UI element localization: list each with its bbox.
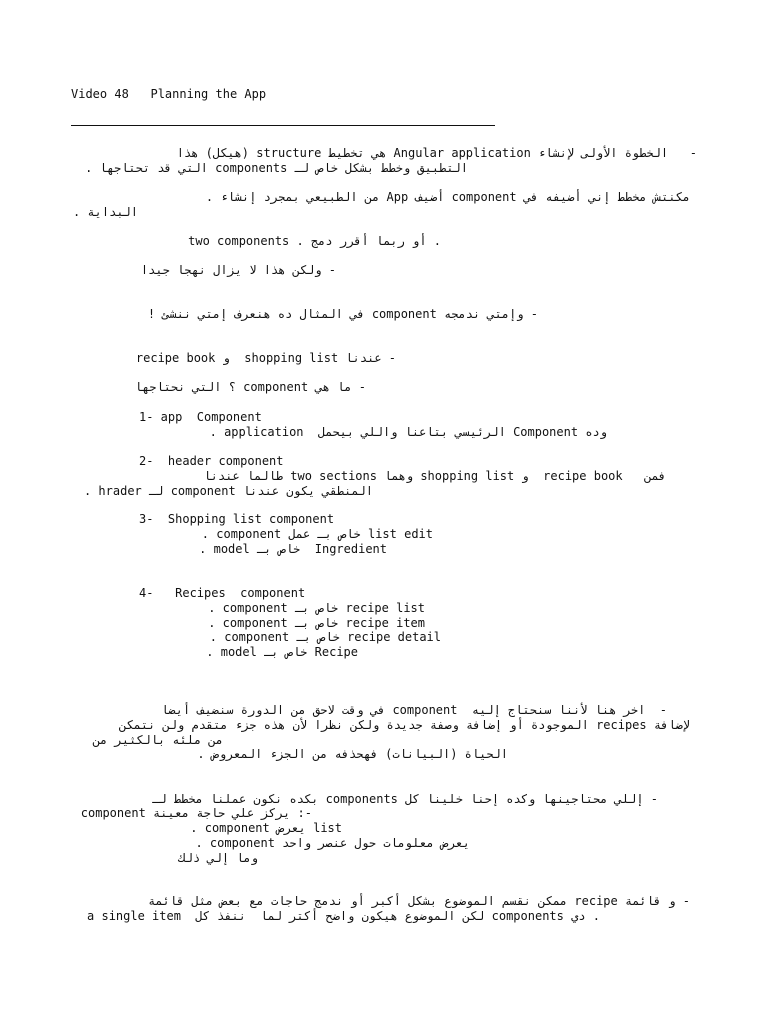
paragraph-line: وما إلي ذلك	[178, 851, 258, 865]
list-item-detail: . component خاص بـ recipe detail	[209, 630, 441, 644]
list-item-detail: . model خاص بـ Ingredient	[199, 542, 387, 556]
paragraph-line: البداية .	[72, 205, 138, 219]
paragraph-line: - ولكن هذا لا يزال نهجا جيدا	[140, 263, 336, 277]
paragraph-line: مكنتش مخطط إني أضيفه في component أضيف App من الطبيعي بمجرد إنشاء .	[205, 190, 690, 204]
list-item-detail: . component خاص بـ عمل list edit	[201, 527, 433, 541]
list-item-detail: وده Component الرئيسي بتاعنا واللي بيحمل application .	[209, 425, 607, 439]
paragraph-line: . component يعرض list	[190, 821, 342, 835]
list-item-heading: 4- Recipes component	[139, 586, 306, 600]
list-item-detail: . component خاص بـ recipe item	[208, 616, 425, 630]
list-item-detail: . model خاص بـ Recipe	[206, 645, 358, 659]
paragraph-line: - و قائمة recipe ممكن نقسم الموضوع بشكل أكبر أو ندمج حاجات مع بعض مثل قائمة	[148, 894, 690, 908]
list-item-heading: 1- app Component	[139, 410, 262, 424]
paragraph-line: component يركز علي حاجة معينة :-	[80, 806, 312, 820]
paragraph-line: . component يعرض معلومات حول عنصر واحد	[195, 836, 470, 850]
list-item-detail: . component خاص بـ recipe list	[208, 601, 425, 615]
paragraph-line: - عندنا shopping list و recipe book	[135, 351, 396, 365]
paragraph-line: two components . أو ربما أقرر دمج .	[188, 234, 441, 248]
paragraph-line: - اخر هنا لأننا سنحتاج إليه component في وقت لاحق من الدورة سنضيف أيضا	[161, 703, 667, 717]
paragraph-line: - ما هي component ؟ التي نحتاجها	[134, 380, 366, 394]
list-item-heading: 3- Shopping list component	[139, 512, 335, 526]
title-divider	[71, 125, 495, 126]
list-item-detail: فمن recipe book و shopping list وهما two sections طالما عندنا	[203, 469, 666, 483]
page-title: Video 48 Planning the App	[71, 87, 267, 101]
paragraph-line: لإضافة recipes الموجودة أو إضافة وصفة جديدة ولكن نظرا لأن هذه جزء متقدم ولن نتمكن	[119, 718, 690, 732]
paragraph-line: - الخطوة الأولى لإنشاء Angular application هي تخطيط structure (هيكل) هذا	[176, 146, 697, 160]
paragraph-line: من ملئه بالكثير من	[92, 733, 223, 747]
paragraph-line: a single item لكن الموضوع هيكون واضح أكتر لما ننفذ كل components دي .	[87, 909, 600, 923]
paragraph-line: الحياة (البيانات) فهحذفه من الجزء المعروض .	[197, 747, 508, 761]
list-item-heading: 2- header component	[139, 454, 284, 468]
paragraph-line: - إللي محتاجينها وكده إحنا خلينا كل components بكده نكون عملنا مخطط لـ	[152, 792, 658, 806]
paragraph-line: التطبيق وخطط بشكل خاص لـ components التي قد تحتاجها .	[85, 161, 468, 175]
paragraph-line: - وإمتي ندمجه component في المثال ده هنعرف إمتي ننشئ !	[147, 307, 538, 321]
list-item-detail: المنطقي يكون عندنا component لـ hrader .	[83, 484, 373, 498]
